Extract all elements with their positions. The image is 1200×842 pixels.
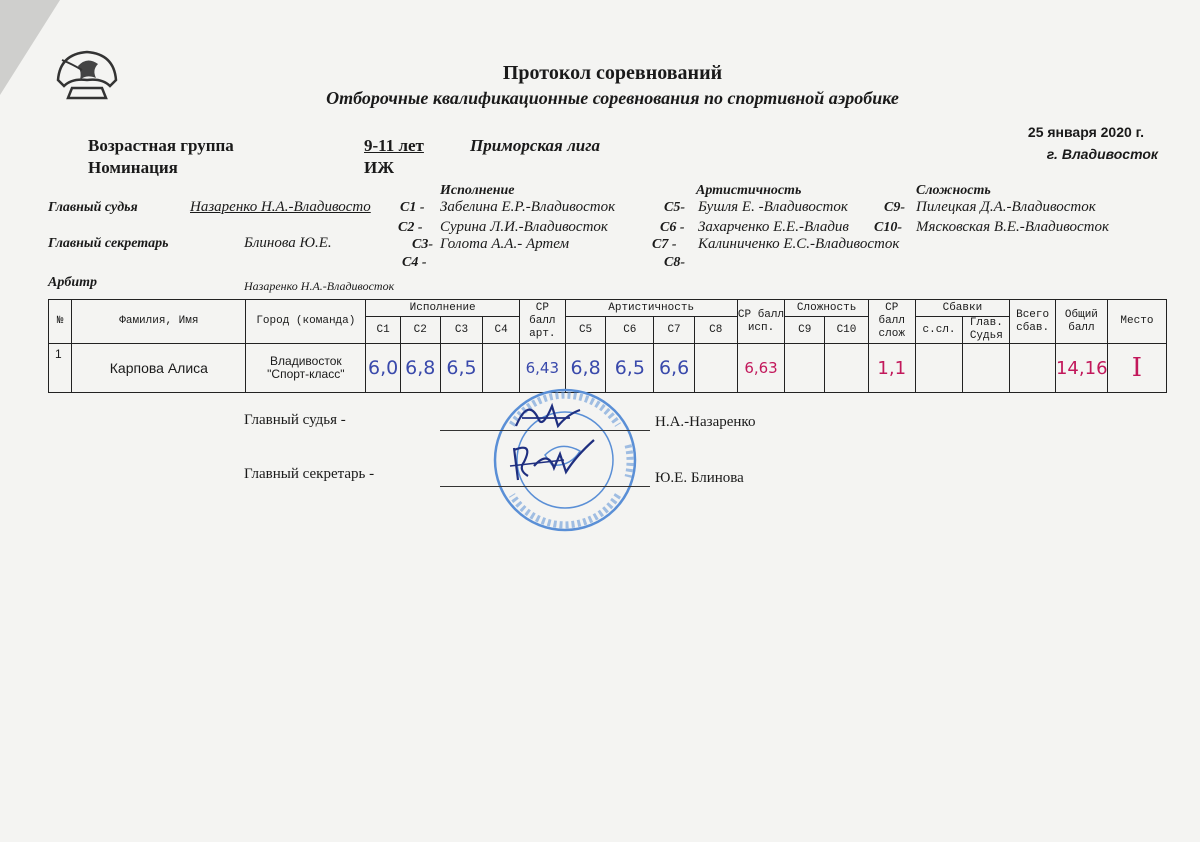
signature-chief-judge-name: Н.А.-Назаренко (655, 414, 756, 430)
judge-code: С8- (664, 255, 685, 270)
judge-code: С1 - (400, 200, 425, 215)
col-header-ded-line: с.сл. (915, 317, 963, 344)
judge-name: Захарченко Е.Е.-Владив (698, 219, 849, 235)
col-header-c10: С10 (825, 317, 869, 344)
col-header-total: Общий балл (1055, 300, 1107, 344)
section-artistry-label: Артистичность (696, 183, 802, 198)
signature-chief-secretary-name: Ю.Е. Блинова (655, 470, 744, 486)
col-header-c3: С3 (440, 317, 483, 344)
section-execution-label: Исполнение (440, 183, 515, 198)
col-header-city: Город (команда) (246, 300, 366, 344)
score-avg-exec: 6,63 (737, 344, 785, 393)
score-c5: 6,8 (565, 344, 606, 393)
chief-secretary-value: Блинова Ю.Е. (244, 235, 332, 251)
total-score: 14,16 (1055, 344, 1107, 393)
score-c3: 6,5 (440, 344, 483, 393)
col-header-avg-exec: СР балл исп. (737, 300, 785, 344)
chief-secretary-signature-icon (504, 436, 604, 486)
col-header-avg-art: СР балл арт. (519, 300, 565, 344)
athlete-team: "Спорт-класс" (267, 367, 345, 381)
chief-judge-value: Назаренко Н.А.-Владивосто (190, 199, 371, 215)
signature-chief-judge-label: Главный судья - (244, 412, 346, 428)
judge-name: Пилецкая Д.А.-Владивосток (916, 199, 1096, 215)
score-avg-diff: 1,1 (868, 344, 915, 393)
score-c6: 6,5 (606, 344, 654, 393)
score-c1: 6,0 (366, 344, 401, 393)
row-num: 1 (49, 344, 72, 393)
col-header-c8: С8 (694, 317, 737, 344)
signature-chief-secretary-label: Главный секретарь - (244, 466, 375, 482)
judge-code: С2 - (398, 220, 423, 235)
deduction-chief (963, 344, 1010, 393)
col-header-place: Место (1107, 300, 1166, 344)
age-group-label: Возрастная группа (88, 136, 234, 155)
score-c2: 6,8 (400, 344, 440, 393)
competition-date: 25 января 2020 г. (1027, 124, 1144, 140)
chief-secretary-label: Главный секретарь (48, 236, 169, 251)
judge-name: Сурина Л.И.-Владивосток (440, 219, 608, 235)
nomination-label: Номинация (88, 158, 178, 177)
results-table (48, 299, 1167, 393)
judge-name: Бушля Е. -Владивосток (698, 199, 848, 215)
judge-code: С5- (664, 200, 685, 215)
score-c10 (825, 344, 869, 393)
judge-name: Забелина Е.Р.-Владивосток (440, 199, 616, 215)
signature-line (440, 430, 650, 431)
signature-line (440, 486, 650, 487)
judge-code: С4 - (402, 255, 427, 270)
chief-judge-signature-icon (508, 396, 588, 440)
score-avg-art: 6,43 (519, 344, 565, 393)
nomination-value: ИЖ (364, 158, 395, 177)
score-c8 (694, 344, 737, 393)
judge-name: Мясковская В.Е.-Владивосток (916, 219, 1110, 235)
judge-code: С9- (884, 200, 905, 215)
col-header-name: Фамилия, Имя (72, 300, 246, 344)
age-group-value: 9-11 лет (364, 136, 424, 155)
deduction-line (915, 344, 963, 393)
col-header-ded-chief: Глав. Судья (963, 317, 1010, 344)
chief-judge-label: Главный судья (48, 200, 138, 215)
score-c9 (785, 344, 825, 393)
col-header-artistry: Артистичность (565, 300, 737, 317)
arbiter-value: Назаренко Н.А.-Владивосток (244, 279, 395, 293)
arbiter-label: Арбитр (48, 275, 97, 290)
judge-code: С7 - (652, 237, 677, 252)
col-header-c6: С6 (606, 317, 654, 344)
col-header-c4: С4 (483, 317, 520, 344)
deduction-total (1010, 344, 1056, 393)
col-header-c1: С1 (366, 317, 401, 344)
col-header-num: № (49, 300, 72, 344)
col-header-c7: С7 (654, 317, 695, 344)
col-header-difficulty: Сложность (785, 300, 868, 317)
col-header-c9: С9 (785, 317, 825, 344)
col-header-c2: С2 (400, 317, 440, 344)
page-title: Протокол соревнований (502, 62, 723, 84)
judge-code: С3- (412, 237, 433, 252)
col-header-execution: Исполнение (366, 300, 520, 317)
col-header-total-ded: Всего сбав. (1010, 300, 1056, 344)
league-name: Приморская лига (470, 136, 601, 155)
judge-code: С10- (874, 220, 902, 235)
athlete-city-line1: Владивосток (270, 354, 342, 368)
col-header-deductions: Сбавки (915, 300, 1010, 317)
competition-place: г. Владивосток (1046, 146, 1158, 162)
section-difficulty-label: Сложность (916, 183, 991, 198)
col-header-avg-diff: СР балл слож (868, 300, 915, 344)
final-place: I (1107, 344, 1166, 393)
judge-name: Калиниченко Е.С.-Владивосток (698, 236, 900, 252)
athlete-city (246, 344, 366, 393)
score-c7: 6,6 (654, 344, 695, 393)
col-header-c5: С5 (565, 317, 606, 344)
judge-code: С6 - (660, 220, 685, 235)
page-subtitle: Отборочные квалификационные соревнования по спортивной аэробике (326, 88, 899, 108)
judge-name: Голота А.А.- Артем (440, 236, 570, 252)
athlete-name: Карпова Алиса (72, 344, 246, 393)
